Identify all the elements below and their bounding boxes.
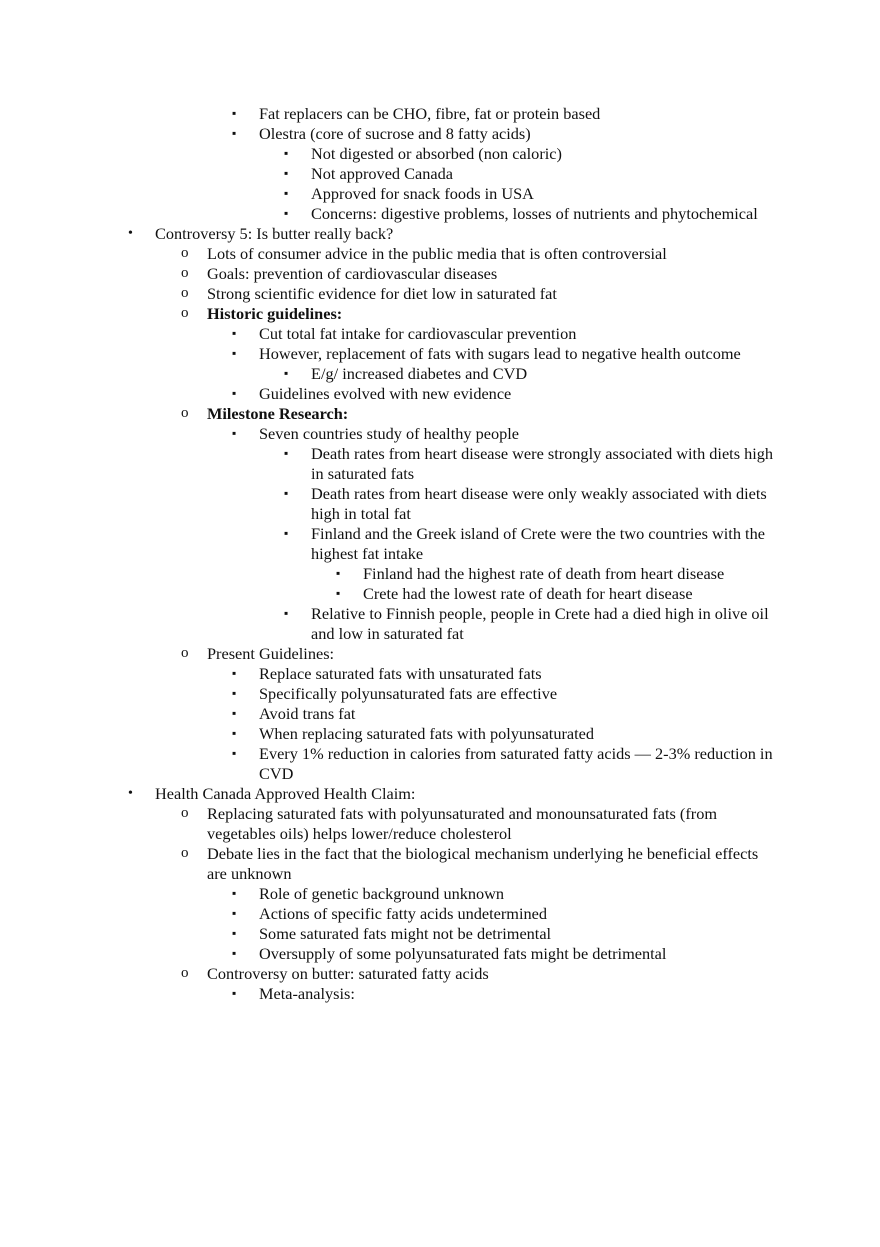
bullet-marker: o [181,305,189,321]
bullet-marker: ▪ [284,166,289,180]
bullet-marker: o [181,405,189,421]
bullet-marker: ▪ [284,486,289,500]
bullet-marker: ▪ [232,706,237,720]
list-item-text: Crete had the lowest rate of death for heart disease [363,584,693,603]
list-item-text: However, replacement of fats with sugars lead to negative health outcome [259,344,741,363]
bullet-marker: • [128,226,133,241]
list-item [232,104,777,124]
bullet-marker: ▪ [336,586,341,600]
bullet-marker: ▪ [336,566,341,580]
list-item [232,704,777,724]
list-item [181,264,777,284]
list-item-text: Meta-analysis: [259,984,355,1003]
bullet-marker: ▪ [232,926,237,940]
bullet-marker: ▪ [232,946,237,960]
bullet-marker: ▪ [232,886,237,900]
list-item [181,304,777,324]
list-item-text: Some saturated fats might not be detrimental [259,924,552,943]
list-item [181,284,777,304]
list-item-text: Replace saturated fats with unsaturated fats [259,664,542,683]
bullet-marker: ▪ [232,326,237,340]
bullet-marker: ▪ [232,726,237,740]
list-item [232,724,777,744]
list-item [181,964,777,984]
list-item [181,844,777,884]
bullet-marker: o [181,645,189,661]
subheading-milestone-research: Milestone Research: [207,404,349,423]
list-item-text: Role of genetic background unknown [259,884,505,903]
list-item-text: Fat replacers can be CHO, fibre, fat or protein based [259,104,601,123]
list-item [284,364,777,384]
bullet-marker: ▪ [284,146,289,160]
list-item [232,424,777,444]
list-item-text: Not digested or absorbed (non caloric) [311,144,562,163]
list-item [232,924,777,944]
bullet-marker: ▪ [232,986,237,1000]
list-item-text: Controversy 5: Is butter really back? [155,224,394,243]
list-item [284,524,777,564]
list-item-text: Cut total fat intake for cardiovascular prevention [259,324,577,343]
list-item-text: Concerns: digestive problems, losses of nutrients and phytochemical [311,204,758,223]
list-item [336,584,777,604]
list-item [284,184,777,204]
bullet-marker: • [128,786,133,801]
list-item-text: E/g/ increased diabetes and CVD [311,364,528,383]
list-item [284,444,777,484]
list-item [232,984,777,1004]
bullet-marker: ▪ [284,606,289,620]
list-item [232,904,777,924]
bullet-marker: o [181,285,189,301]
list-item [232,124,777,144]
list-item-text: Controversy on butter: saturated fatty acids [207,964,489,983]
bullet-marker: ▪ [232,666,237,680]
list-item-text: Oversupply of some polyunsaturated fats might be detrimental [259,944,667,963]
bullet-marker: ▪ [232,426,237,440]
list-item [284,144,777,164]
list-item-text: Actions of specific fatty acids undetermined [259,904,547,923]
bullet-marker: ▪ [284,206,289,220]
bullet-marker: ▪ [232,906,237,920]
bullet-marker: o [181,965,189,981]
list-item [284,604,777,644]
bullet-marker: o [181,265,189,281]
list-item-text: When replacing saturated fats with polyunsaturated [259,724,595,743]
list-item [284,164,777,184]
list-item [232,324,777,344]
list-item [181,404,777,424]
section-heading-item [128,784,775,804]
list-item [181,644,777,664]
list-item-text: Avoid trans fat [259,704,356,723]
list-item-text: Debate lies in the fact that the biological mechanism underlying he beneficial effects are unknown [207,844,759,883]
list-item [284,204,777,224]
bullet-marker: ▪ [232,126,237,140]
list-item-text: Seven countries study of healthy people [259,424,519,443]
list-item [181,804,777,844]
list-item-text: Every 1% reduction in calories from saturated fatty acids — 2-3% reduction in CVD [259,744,773,783]
bullet-marker: ▪ [284,526,289,540]
list-item [232,684,777,704]
list-item-text: Olestra (core of sucrose and 8 fatty acids) [259,124,531,143]
list-item-text: Finland had the highest rate of death from heart disease [363,564,725,583]
document-body [0,104,880,1004]
list-item [232,944,777,964]
list-item-text: Present Guidelines: [207,644,335,663]
bullet-marker: ▪ [232,686,237,700]
list-item-text: Approved for snack foods in USA [311,184,534,203]
list-item-text: Specifically polyunsaturated fats are effective [259,684,558,703]
bullet-marker: ▪ [284,186,289,200]
list-item-text: Not approved Canada [311,164,453,183]
bullet-marker: ▪ [232,346,237,360]
list-item [232,344,777,364]
list-item [232,664,777,684]
list-item-text: Finland and the Greek island of Crete were the two countries with the highest fat intake [311,524,765,563]
list-item [181,244,777,264]
bullet-marker: ▪ [284,446,289,460]
bullet-marker: ▪ [232,106,237,120]
list-item-text: Health Canada Approved Health Claim: [155,784,416,803]
list-item [232,744,777,784]
list-item [232,884,777,904]
list-item-text: Death rates from heart disease were only weakly associated with diets high in total fat [311,484,767,523]
bullet-marker: o [181,845,189,861]
bullet-marker: ▪ [232,386,237,400]
list-item [336,564,777,584]
bullet-marker: o [181,245,189,261]
list-item [232,384,777,404]
list-item-text: Replacing saturated fats with polyunsaturated and monounsaturated fats (from vegetables oils) helps lower/reduce cholesterol [207,804,717,843]
bullet-marker: o [181,805,189,821]
list-item-text: Goals: prevention of cardiovascular diseases [207,264,498,283]
bullet-marker: ▪ [284,366,289,380]
list-item-text: Death rates from heart disease were strongly associated with diets high in saturated fats [311,444,774,483]
section-heading-item [128,224,775,244]
bullet-marker: ▪ [232,746,237,760]
list-item [284,484,777,524]
subheading-historic-guidelines: Historic guidelines: [207,304,343,323]
list-item-text: Strong scientific evidence for diet low in saturated fat [207,284,557,303]
list-item-text: Lots of consumer advice in the public media that is often controversial [207,244,667,263]
list-item-text: Guidelines evolved with new evidence [259,384,512,403]
list-item-text: Relative to Finnish people, people in Crete had a died high in olive oil and low in saturated fat [311,604,769,643]
